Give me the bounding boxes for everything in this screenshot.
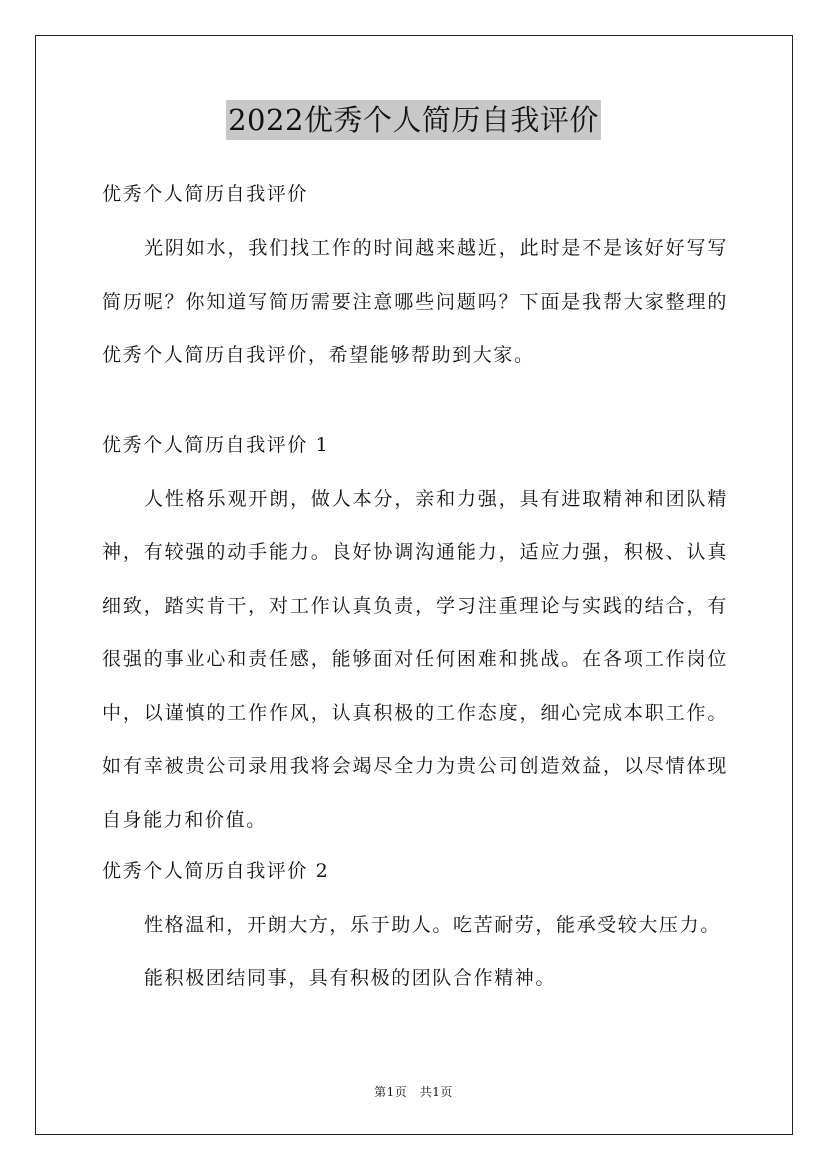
intro-paragraph: 光阴如水，我们找工作的时间越来越近，此时是不是该好好写写简历呢？你知道写简历需要注意哪些问题吗？下面是我帮大家整理的优秀个人简历自我评价，希望能够帮助到大家。 — [102, 237, 728, 366]
title-container — [0, 100, 827, 140]
section-2-line-1: 性格温和，开朗大方，乐于助人。吃苦耐劳，能承受较大压力。 — [144, 914, 721, 936]
section-2-line-2: 能积极团结同事，具有积极的团队合作精神。 — [144, 967, 557, 989]
page-footer — [0, 1083, 827, 1101]
document-title: 2022优秀个人简历自我评价 — [226, 100, 601, 140]
section-1-heading: 优秀个人简历自我评价 1 — [102, 433, 330, 456]
section-1-paragraph: 人性格乐观开朗，做人本分，亲和力强，具有进取精神和团队精神，有较强的动手能力。良好协调沟通能力，适应力强，积极、认真细致，踏实肯干，对工作认真负责，学习注重理论与实践的结合，有很强的事业心和责任感，能够面对任何困难和挑战。在各项工作岗位中，以谨慎的工作作风，认真积极的工作态度，细心完成本职工作。如有幸被贵公司录用我将会竭尽全力为贵公司创造效益，以尽情体现自身能力和价值。 — [102, 487, 728, 831]
intro-heading: 优秀个人简历自我评价 — [102, 183, 309, 205]
section-2-heading: 优秀个人简历自我评价 2 — [102, 860, 330, 882]
page-number: 第1页 共1页 — [374, 1085, 453, 1099]
document-body — [102, 174, 728, 1005]
